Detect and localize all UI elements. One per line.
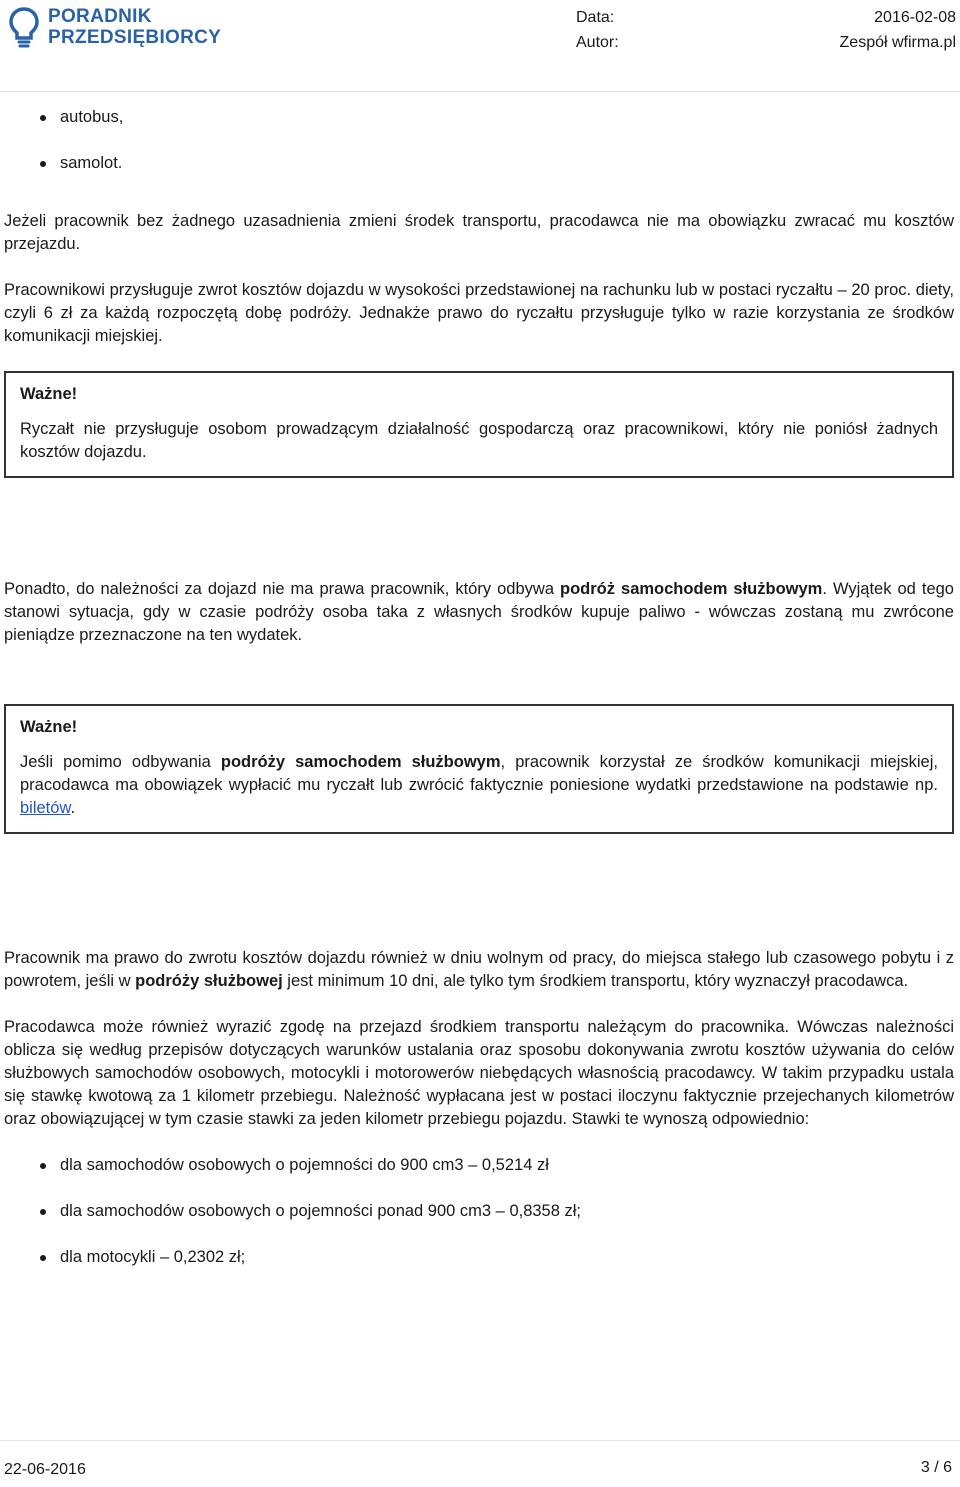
lightbulb-icon [8, 6, 40, 48]
important-note-box [4, 704, 954, 834]
document-meta [576, 5, 956, 55]
logo[interactable] [8, 6, 221, 48]
list-item: samolot. [4, 152, 954, 175]
date-label: Data: [576, 9, 615, 26]
author-label: Autor: [576, 34, 619, 51]
footer-date: 22-06-2016 [4, 1461, 86, 1478]
paragraph: Jeżeli pracownik bez żadnego uzasadnienia zmieni środek transportu, pracodawca nie ma obowiązku zwracać mu kosztów przejazdu. [4, 212, 954, 253]
page-number: 3 / 6 [920, 1459, 952, 1476]
author-value: Zespół wfirma.pl [839, 34, 956, 51]
logo-line-1: PORADNIK [48, 6, 152, 27]
article-body [4, 106, 954, 1269]
list-item: dla motocykli – 0,2302 zł; [4, 1246, 954, 1269]
note-text: Ryczałt nie przysługuje osobom prowadzącym działalność gospodarczą oraz pracownikowi, który nie poniósł żadnych kosztów dojazdu. [20, 420, 938, 461]
paragraph: Pracownik ma prawo do zwrotu kosztów dojazdu również w dniu wolnym od pracy, do miejsca stałego lub czasowego pobytu i z powrotem, jeśli w podróży służbowej jest minimum 10 dni, ale tylko tym środkiem transportu, który wyznaczył pracodawca. [4, 949, 954, 990]
date-value: 2016-02-08 [874, 9, 956, 26]
paragraph: Ponadto, do należności za dojazd nie ma prawa pracownik, który odbywa podróż samochodem służbowym. Wyjątek od tego stanowi sytuacja, gdy w czasie podróży osoba taka z własnych środków kupuje paliwo - wówczas zostaną mu zwrócone pieniądze przeznaczone na ten wydatek. [4, 580, 954, 644]
bold-phrase: podróży samochodem służbowym [220, 753, 501, 771]
list-item: dla samochodów osobowych o pojemności do 900 cm3 – 0,5214 zł [4, 1154, 954, 1177]
important-note-box [4, 371, 954, 478]
page-header [0, 0, 960, 92]
list-item: autobus, [4, 106, 954, 129]
note-text: Jeśli pomimo odbywania podróży samochodem służbowym, pracownik korzystał ze środków komunikacji miejskiej, pracodawca ma obowiązek wypłacić mu ryczałt lub zwrócić faktycznie poniesione wydatki przedstawione na podstawie np. biletów. [20, 753, 938, 817]
list-item: dla samochodów osobowych o pojemności ponad 900 cm3 – 0,8358 zł; [4, 1200, 954, 1223]
paragraph: Pracownikowi przysługuje zwrot kosztów dojazdu w wysokości przedstawionej na rachunku lub w postaci ryczałtu – 20 proc. diety, czyli 6 zł za każdą rozpoczętą dobę podróży. Jednakże prawo do ryczałtu przysługuje tylko w razie korzystania ze środków komunikacji miejskiej. [4, 281, 954, 345]
header-divider [0, 91, 960, 92]
rates-list [4, 1154, 954, 1269]
transport-list [4, 106, 954, 175]
bold-phrase: podróży służbowej [135, 972, 283, 990]
bold-phrase: podróż samochodem służbowym [560, 580, 823, 598]
tickets-link[interactable]: biletów [20, 799, 71, 817]
logo-line-2: PRZEDSIĘBIORCY [48, 27, 222, 48]
note-title: Ważne! [20, 385, 78, 403]
footer-divider [0, 1440, 960, 1441]
paragraph: Pracodawca może również wyrazić zgodę na przejazd środkiem transportu należącym do pracownika. Wówczas należności oblicza się według przepisów dotyczących warunków ustalania oraz sposobu dokonywania zwrotu kosztów używania do celów służbowych samochodów osobowych, motocykli i motorowerów niebędących własnością pracodawcy. W takim przypadku ustala się stawkę kwotową za 1 kilometr przebiegu. Należność wypłacana jest w postaci iloczynu faktycznie przejechanych kilometrów oraz obowiązującej w tym czasie stawki za jeden kilometr przebiegu pojazdu. Stawki te wynoszą odpowiednio: [4, 1018, 954, 1128]
note-title: Ważne! [20, 718, 78, 736]
